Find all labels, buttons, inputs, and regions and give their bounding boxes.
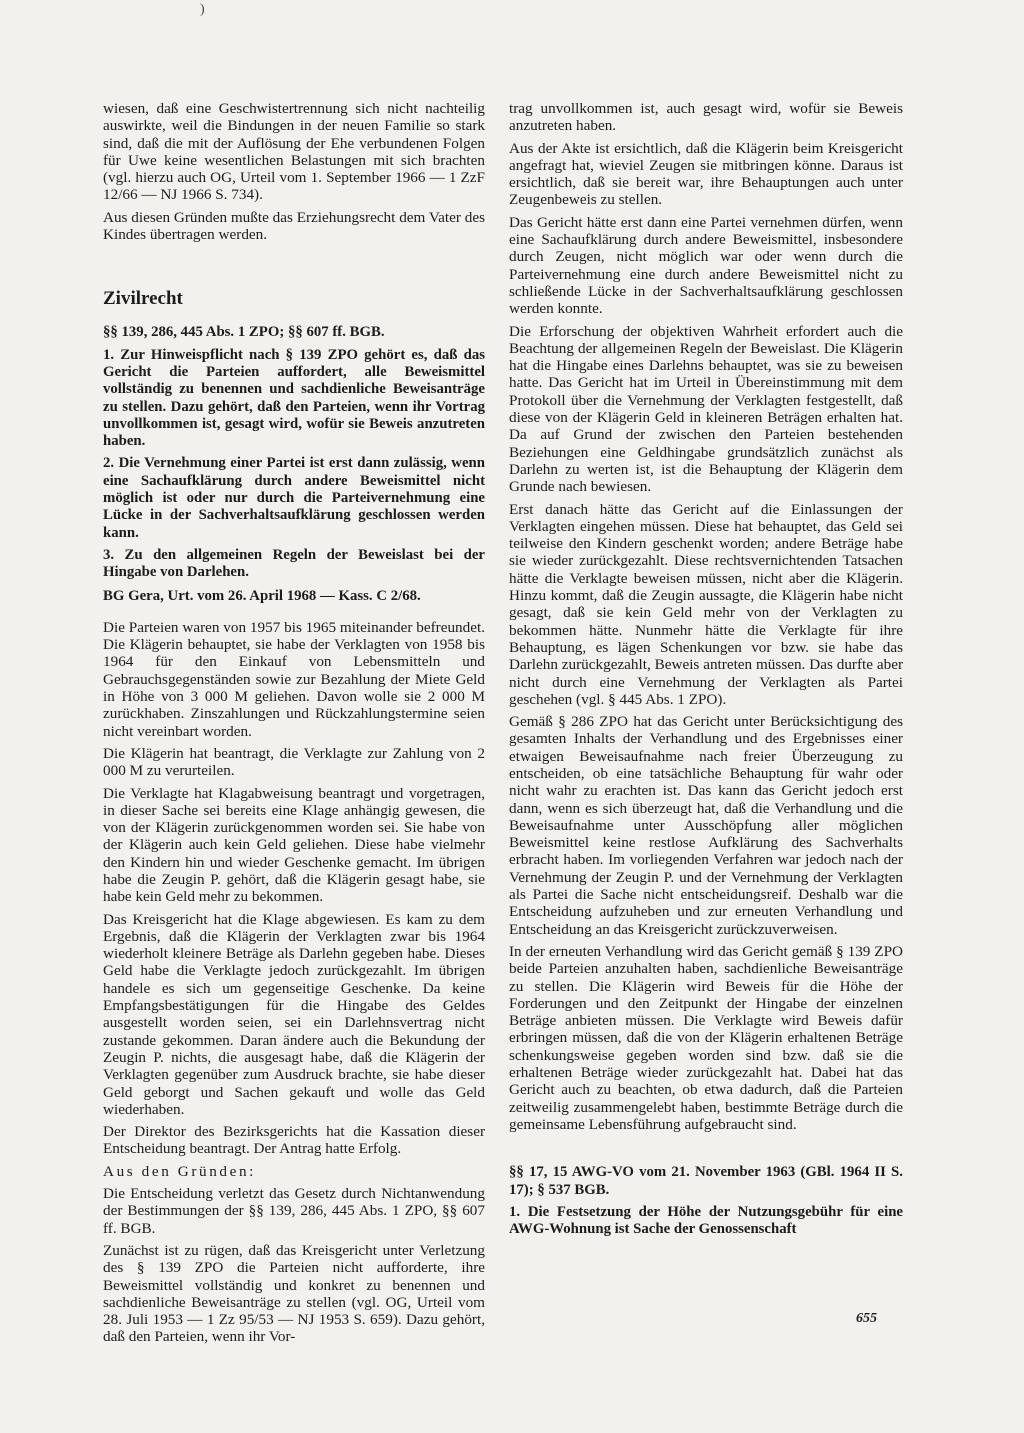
reasons-heading: Aus den Gründen: [103, 1162, 256, 1180]
right-column [509, 100, 903, 1243]
headnote-2: 2. Die Vernehmung einer Partei ist erst dann zulässig, wenn eine Sachaufklärung durch andere Beweismittel nicht möglich ist oder nur durch die Parteivernehmung eine Lücke in der Sachverhaltsaufklärung geschlossen werden kann. [103, 455, 485, 541]
right-paragraph-7: In der erneuten Verhandlung wird das Gericht gemäß § 139 ZPO beide Parteien anzuhalten haben, sachdienliche Beweisanträge zu stellen. Die Klägerin wird Beweis für die Höhe der Forderungen und den Zeitpunkt der Hingabe der einzelnen Beträge anbieten müssen. Die Verklagte wird Beweis dafür erbringen müssen, daß die von der Klägerin erhaltenen Beträge schenkungsweise gegeben worden sind bzw. daß sie die erhaltenen Beträge wieder zurückgezahlt hat. Dabei hat das Gericht auch zu beachten, ob etwa dadurch, daß die Parteien zeitweilig zusammengelebt haben, bestimmte Beträge durch die gemeinsame Lebensführung aufgebraucht sind. [509, 942, 903, 1133]
right-paragraph-2: Aus der Akte ist ersichtlich, daß die Klägerin beim Kreisgericht angefragt hat, wieviel Zeugen sie mitbringen könne. Daraus ist ersichtlich, daß sie bereit war, ihre Behauptungen auch unter Zeugenbeweis zu stellen. [509, 139, 903, 209]
right-paragraph-4: Die Erforschung der objektiven Wahrheit erfordert auch die Beachtung der allgemeinen Regeln der Beweislast. Die Klägerin hat die Hingabe eines Darlehns behauptet, was sie zu beweisen hatte. Das Gericht hat im Urteil in Übereinstimmung mit dem Protokoll über die Vernehmung der Verklagten festgestellt, daß diese von der Klägerin Geld in kleineren Beträgen erhalten hat. Da auf Grund der zwischen den Parteien bestehenden Beziehungen eine Geldhingabe grundsätzlich zunächst als Darlehn zu werten ist, ist die Behauptung der Klägerin dem Grunde nach bewiesen. [509, 322, 903, 496]
left-column [103, 100, 485, 1351]
page-number: 655 [856, 1311, 877, 1326]
headnote-1: 1. Zur Hinweispflicht nach § 139 ZPO gehört es, daß das Gericht die Parteien auffordert, alle Beweismittel vollständig zu benennen und sachdienliche Beweisanträge zu stellen. Dazu gehört, daß den Parteien, wenn ihr Vortrag unvollkommen ist, gesagt wird, wofür sie Beweis anzutreten haben. [103, 346, 485, 450]
citation-left: §§ 139, 286, 445 Abs. 1 ZPO; §§ 607 ff. BGB. [103, 324, 385, 341]
reasons-paragraph-1: Die Entscheidung verletzt das Gesetz durch Nichtanwendung der Bestimmungen der §§ 139, 286, 445 Abs. 1 ZPO, §§ 607 ff. BGB. [103, 1185, 485, 1237]
intro-paragraph-1: wiesen, daß eine Geschwistertrennung sich nicht nachteilig auswirkte, weil die Bindungen in der neuen Familie so stark sind, daß die mit der Auflösung der Ehe verbundenen Folgen für Uwe keine wesentlichen Belastungen mit sich brachten (vgl. hierzu auch OG, Urteil vom 1. September 1966 — 1 ZzF 12/66 — NJ 1966 S. 734). [103, 100, 485, 204]
right-paragraph-3: Das Gericht hätte erst dann eine Partei vernehmen dürfen, wenn eine Sachaufklärung durch andere Beweismittel, insbesondere durch Zeugen, nicht möglich war oder wenn durch die Parteivernehmung eine durch andere Beweismittel nicht zu schließende Lücke in der Sachverhaltsaufklärung geschlossen werden konnte. [509, 213, 903, 318]
facts-paragraph-2: Die Klägerin hat beantragt, die Verklagte zur Zahlung von 2 000 M zu verurteilen. [103, 744, 485, 780]
right-paragraph-6: Gemäß § 286 ZPO hat das Gericht unter Berücksichtigung des gesamten Inhalts der Verhandlung und des Ergebnisses einer etwaigen Beweisaufnahme nach freier Überzeugung zu entscheiden, ob eine tatsächliche Behauptung für wahr oder nicht wahr zu erachten ist. Das kann das Gericht jedoch erst dann, wenn es sich überzeugt hat, daß die Verhandlung und die Beweisaufnahme unter Ausschöpfung aller möglichen Beweismittel keine restlose Aufklärung des Sachverhalts erbracht haben. Im vorliegenden Verfahren war jedoch nach der Vernehmung der Zeugin P. und der Vernehmung der Verklagten als Partei die Sache nicht entscheidungsreif. Deshalb war die Entscheidung aufzuheben und zur erneuten Verhandlung und Entscheidung an das Kreisgericht zurückzuverweisen. [509, 713, 903, 938]
court-citation: BG Gera, Urt. vom 26. April 1968 — Kass. C 2/68. [103, 587, 421, 604]
right-paragraph-5: Erst danach hätte das Gericht auf die Einlassungen der Verklagten eingehen müssen. Diese hat behauptet, das Geld sei teilweise den Kindern geschenkt worden; andere Beträge habe sie wieder zurückgezahlt. Diese rechtsvernichtenden Tatsachen hätte die Verklagte beweisen müssen, nicht aber die Klägerin. Hinzu kommt, daß die Zeugin aussagte, die Klägerin habe nicht gesagt, daß sie kein Geld mehr von der Verklagten zu bekommen hätte. Nunmehr hätte die Verklagte für ihre Behauptung, es lägen Schenkungen vor bzw. sie habe das Darlehn zurückgezahlt, Beweis antreten müssen. Das durfte aber nicht durch eine Vernehmung der Verklagten als Partei geschehen (vgl. § 445 Abs. 1 ZPO). [509, 500, 903, 708]
facts-paragraph-1: Die Parteien waren von 1957 bis 1965 miteinander befreundet. Die Klägerin behauptet, sie habe der Verklagten von 1958 bis 1964 für den Einkauf von Lebensmitteln und Gebrauchsgegenständen sowie zur Bezahlung der Miete Geld in Höhe von 3 000 M geliehen. Davon wolle sie 2 000 M zurückhaben. Zinszahlungen und Rückzahlungstermine seien nicht vereinbart worden. [103, 618, 485, 740]
headnote-right: 1. Die Festsetzung der Höhe der Nutzungsgebühr für eine AWG-Wohnung ist Sache der Genossenschaft [509, 1203, 903, 1238]
facts-paragraph-3: Die Verklagte hat Klagabweisung beantragt und vorgetragen, in dieser Sache sei bereits eine Klage anhängig gewesen, die von der Klägerin zurückgenommen worden sei. Sie habe von der Klägerin auch kein Geld geliehen. Diese habe vielmehr den Kindern hin und wieder Geschenke gemacht. Im übrigen habe die Zeugin P. gehört, daß die Klägerin gesagt habe, sie habe kein Geld mehr zu bekommen. [103, 784, 485, 906]
reasons-paragraph-2: Zunächst ist zu rügen, daß das Kreisgericht unter Verletzung des § 139 ZPO die Parteien nicht aufforderte, ihre Beweismittel vollständig und konkret zu benennen und sachdienliche Beweisanträge zu stellen (vgl. OG, Urteil vom 28. Juli 1953 — 1 Zz 95/53 — NJ 1953 S. 659). Dazu gehört, daß den Parteien, wenn ihr Vor- [103, 1241, 485, 1346]
facts-paragraph-5: Der Direktor des Bezirksgerichts hat die Kassation dieser Entscheidung beantragt. Der Antrag hatte Erfolg. [103, 1123, 485, 1158]
intro-paragraph-2: Aus diesen Gründen mußte das Erziehungsrecht dem Vater des Kindes übertragen werden. [103, 208, 485, 244]
facts-paragraph-4: Das Kreisgericht hat die Klage abgewiesen. Es kam zu dem Ergebnis, daß die Klägerin der Verklagten zwar bis 1964 wiederholt kleinere Beträge als Darlehn gegeben habe. Dieses Geld habe die Verklagte jedoch zurückgezahlt. Im übrigen handele es sich um gegenseitige Geschenke. Da keine Empfangsbestätigungen für die Hingabe des Geldes ausgestellt worden seien, sei ein Darlehnsvertrag nicht zustande gekommen. Daran ändere auch die Bekundung der Zeugin P. nichts, die ausgesagt habe, daß die Klägerin der Verklagten gegenüber zum Ausdruck brachte, sie habe dieser Geld geborgt und Sachen gekauft und wolle das Geld wiederhaben. [103, 910, 485, 1118]
headnote-3: 3. Zu den allgemeinen Regeln der Beweislast bei der Hingabe von Darlehen. [103, 546, 485, 581]
citation-right: §§ 17, 15 AWG-VO vom 21. November 1963 (GBl. 1964 II S. 17); § 537 BGB. [509, 1164, 903, 1198]
section-title: Zivilrecht [103, 288, 183, 310]
scan-mark: ) [200, 2, 205, 17]
right-paragraph-1: trag unvollkommen ist, auch gesagt wird, wofür sie Beweis anzutreten haben. [509, 100, 903, 135]
